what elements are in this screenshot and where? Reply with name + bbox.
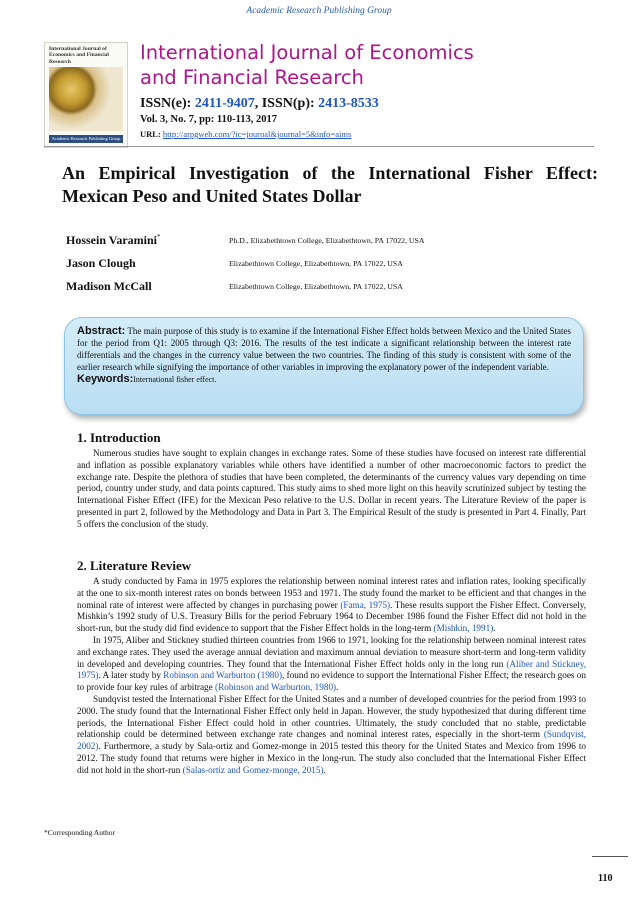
introduction-body bbox=[77, 448, 586, 531]
author-name: Madison McCall bbox=[66, 279, 152, 293]
issn-p-label: , ISSN(p): bbox=[254, 96, 319, 111]
journal-url-line bbox=[140, 129, 351, 139]
publisher-header: Academic Research Publishing Group bbox=[246, 6, 392, 16]
citation-link[interactable]: (Sundqvist, 2002) bbox=[77, 729, 586, 752]
issn-line bbox=[140, 96, 379, 112]
author-affiliation: Ph.D., Elizabethtown College, Elizabethtown, PA 17022, USA bbox=[229, 236, 425, 245]
citation-link[interactable]: Robinson and Warburton (1980) bbox=[163, 670, 283, 681]
literature-review-body bbox=[77, 576, 586, 777]
journal-title bbox=[140, 40, 474, 90]
abstract-label: Abstract: bbox=[77, 325, 126, 337]
citation-link[interactable]: (Salas-ortiz and Gomez-monge, 2015) bbox=[182, 764, 324, 775]
keywords-label: Keywords: bbox=[77, 373, 134, 385]
keywords-text: International fisher effect. bbox=[133, 375, 217, 384]
journal-cover-image bbox=[44, 42, 128, 148]
issn-e-label: ISSN(e): bbox=[140, 96, 195, 111]
author-affiliation: Elizabethtown College, Elizabethtown, PA 17022, USA bbox=[229, 282, 403, 291]
abstract-box bbox=[64, 317, 584, 415]
author-affiliation: Elizabethtown College, Elizabethtown, PA 17022, USA bbox=[229, 259, 403, 268]
citation-link[interactable]: (Aliber and Stickney, 1975) bbox=[77, 658, 586, 681]
journal-url-link[interactable]: http://arpgweb.com/?ic=journal&journal=5&info=aims bbox=[162, 129, 352, 139]
paragraph: A study conducted by Fama in 1975 explores the relationship between nominal interest rates and inflation rates, looking specifically at the one to six-month interest rates on bonds between 1953 and 1971. The study found the market to be efficient and that changes in the nominal rate of interest were affected by changes in purchasing power (Fama, 1975). These results support the Fisher Effect. Conversely, Mishkin’s 1992 study of U.S. Treasury Bills for the period February 1964 to December 1986 found the Fisher Effect did not hold in the short-run, but the study did find evidence to support that the Fisher Effect holds in the long-term (Mishkin, 1991). bbox=[77, 576, 587, 634]
page-number: 110 bbox=[598, 873, 613, 884]
journal-title-line1: International Journal of Economics bbox=[140, 41, 474, 64]
paragraph: In 1975, Aliber and Stickney studied thirteen countries from 1966 to 1971, looking for the relationship between nominal interest rates and exchange rates. They used the average annual deviation and maximum annual deviation to measure short-term and long-term validity in developed and developing countries. They found that the International Fisher Effect holds only in the long run (Aliber and Stickney, 1975). A later study by Robinson and Warburton (1980), found no evidence to support the International Fisher Effect; the research goes on to provide four key rules of arbitrage (Robinson and Warburton, 1980). bbox=[77, 634, 586, 693]
cover-footer: Academic Research Publishing Group bbox=[49, 135, 123, 143]
author-name: Jason Clough bbox=[66, 256, 136, 270]
issn-p-value: 2413-8533 bbox=[318, 96, 379, 111]
section-heading-introduction: 1. Introduction bbox=[77, 430, 161, 445]
url-label: URL: bbox=[140, 129, 163, 139]
author-name: Hossein Varamini* bbox=[66, 233, 161, 247]
volume-info: Vol. 3, No. 7, pp: 110-113, 2017 bbox=[140, 114, 278, 125]
abstract-text: The main purpose of this study is to examine if the International Fisher Effect holds between Mexico and the United States for the period from Q1: 2005 through Q3: 2016. The results of the test indicate a significant relationship between the interest rate differentials and the changes in the currency value between the two countries. The finding of this study is consistent with some of the earlier research while signifying the importance of other variables in improving the explanatory power of the independent variable. bbox=[77, 326, 571, 372]
cover-title: International Journal of Economics and Financial Research bbox=[49, 46, 109, 65]
citation-link[interactable]: (Mishkin, 1991) bbox=[433, 623, 494, 634]
citation-link[interactable]: (Robinson and Warburton, 1980) bbox=[215, 682, 337, 693]
corresponding-mark: * bbox=[157, 233, 161, 241]
section-heading-literature-review: 2. Literature Review bbox=[77, 558, 192, 573]
citation-link[interactable]: (Fama, 1975) bbox=[340, 599, 391, 610]
page-number-rule bbox=[592, 856, 628, 857]
paragraph: Sundqvist tested the International Fisher Effect for the United States and a number of developed countries for the period from 1993 to 2000. The study found that the International Fisher Effect only held in Japan. However, the study hypothesized that during different time periods, the International Fisher Effect could hold in other countries. Ultimately, the study concluded that no stable, predictable relationship could be determined between exchange rate changes and nominal interest rates, especially in the short-term (Sundqvist, 2002). Furthermore, a study by Sala-ortiz and Gomez-monge in 2015 tested this theory for the United States and Mexico from 1996 to 2012. The study found that returns were higher in Mexico in the long-run. The study also concluded that the International Fisher Effect did not hold in the short-run (Salas-ortiz and Gomez-monge, 2015). bbox=[77, 693, 586, 775]
header-divider bbox=[44, 146, 594, 147]
journal-title-line2: and Financial Research bbox=[140, 66, 364, 89]
corresponding-author-footnote: *Corresponding Author bbox=[44, 828, 116, 837]
issn-e-value: 2411-9407 bbox=[194, 96, 255, 111]
paragraph: Numerous studies have sought to explain changes in exchange rates. Some of these studies have focused on interest rate differential and inflation as possible explanatory variables while others have identified a number of other macroeconomic factors to predict the exchange rate. Despite the plethora of studies that have been completed, the determinants of the currency values vary depending on time period, country under study, and data points captured. This study aims to shed more light on this heavily scrutinized subject by testing the International Fisher Effect (IFE) for the Mexican Peso relative to the U.S. Dollar in recent years. The Literature Review of the paper is presented in part 2, followed by the Methodology and Data in Part 3. The Empirical Result of the study is presented in Part 4. Finally, Part 5 offers the conclusion of the study. bbox=[77, 448, 586, 529]
cover-coins-picture bbox=[49, 67, 123, 131]
paper-title: An Empirical Investigation of the International Fisher Effect: Mexican Peso and United States Dollar bbox=[62, 163, 598, 206]
